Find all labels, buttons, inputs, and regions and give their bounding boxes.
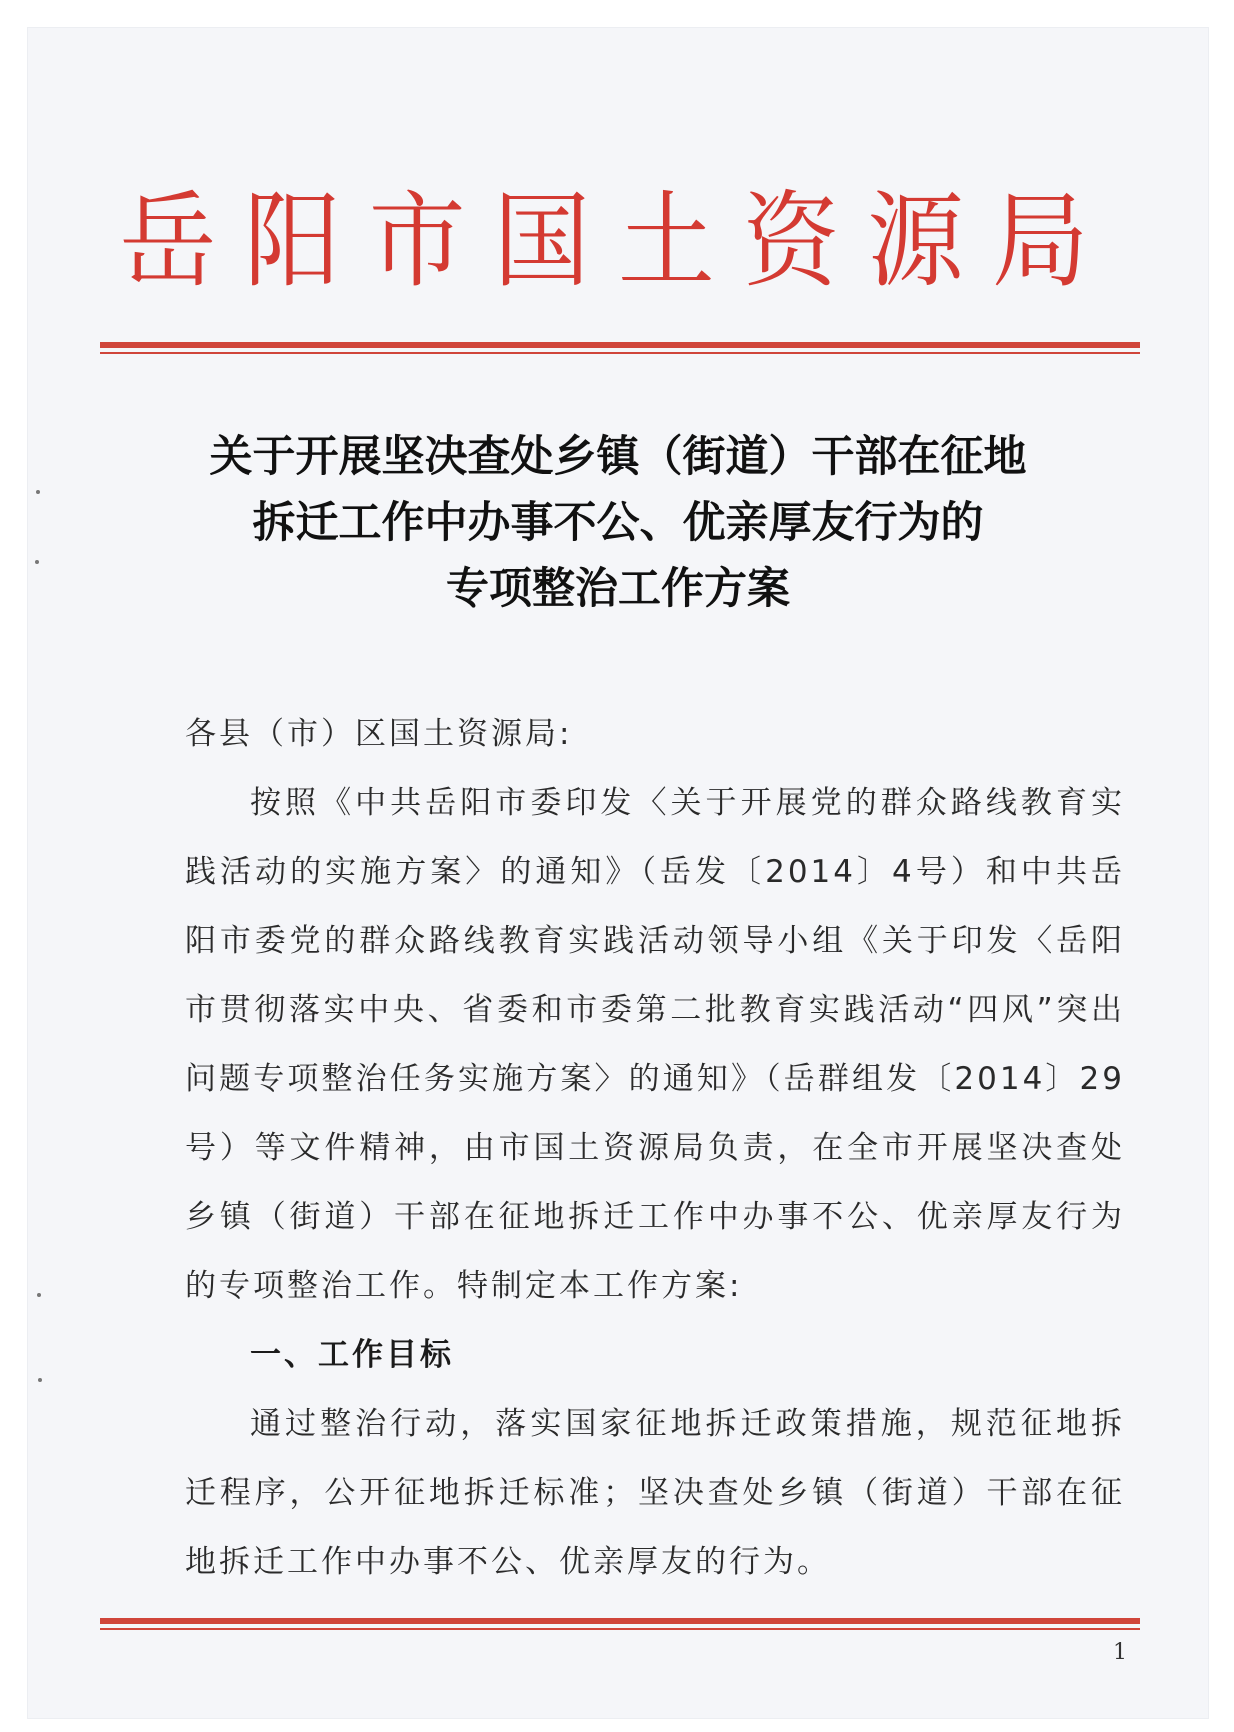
- header-rule: [100, 342, 1140, 354]
- section-heading-1: 一、工作目标: [250, 1337, 454, 1373]
- body-paragraph-2: 通过整治行动，落实国家征地拆迁政策措施，规范征地拆迁程序，公开征地拆迁标准；坚决查处乡镇（街道）干部在征地拆迁工作中办事不公、优亲厚友的行为。: [185, 1406, 1125, 1580]
- body-paragraph-1: 按照《中共岳阳市委印发〈关于开展党的群众路线教育实践活动的实施方案〉的通知》（岳发〔2014〕4号）和中共岳阳市委党的群众路线教育实践活动领导小组《关于印发〈岳阳市贯彻落实中央、省委和市委第二批教育实践活动“四风”突出问题专项整治任务实施方案〉的通知》（岳群组发〔2014〕29号）等文件精神，由市国土资源局负责，在全市开展坚决查处乡镇（街道）干部在征地拆迁工作中办事不公、优亲厚友行为的专项整治工作。特制定本工作方案:: [185, 785, 1125, 1304]
- document-body: [185, 700, 1125, 1597]
- title-line-2: 拆迁工作中办事不公、优亲厚友行为的: [252, 498, 984, 548]
- scan-speck: [36, 490, 40, 494]
- scan-speck: [35, 560, 39, 564]
- header-rule-thin: [100, 352, 1140, 354]
- title-line-1: 关于开展坚决查处乡镇（街道）干部在征地: [209, 432, 1027, 482]
- footer-rule: [100, 1618, 1140, 1630]
- document-title: [28, 424, 1208, 622]
- scan-speck: [38, 1378, 42, 1382]
- salutation: 各县（市）区国土资源局:: [185, 716, 573, 752]
- header-rule-thick: [100, 342, 1140, 348]
- footer-rule-thick: [100, 1618, 1140, 1624]
- page-number: 1: [1113, 1640, 1127, 1665]
- title-line-3: 专项整治工作方案: [446, 564, 790, 614]
- letterhead-title: 岳阳市国土资源局: [119, 180, 1117, 302]
- footer-rule-thin: [100, 1628, 1140, 1630]
- scan-speck: [37, 1293, 41, 1297]
- document-page: [28, 28, 1208, 1718]
